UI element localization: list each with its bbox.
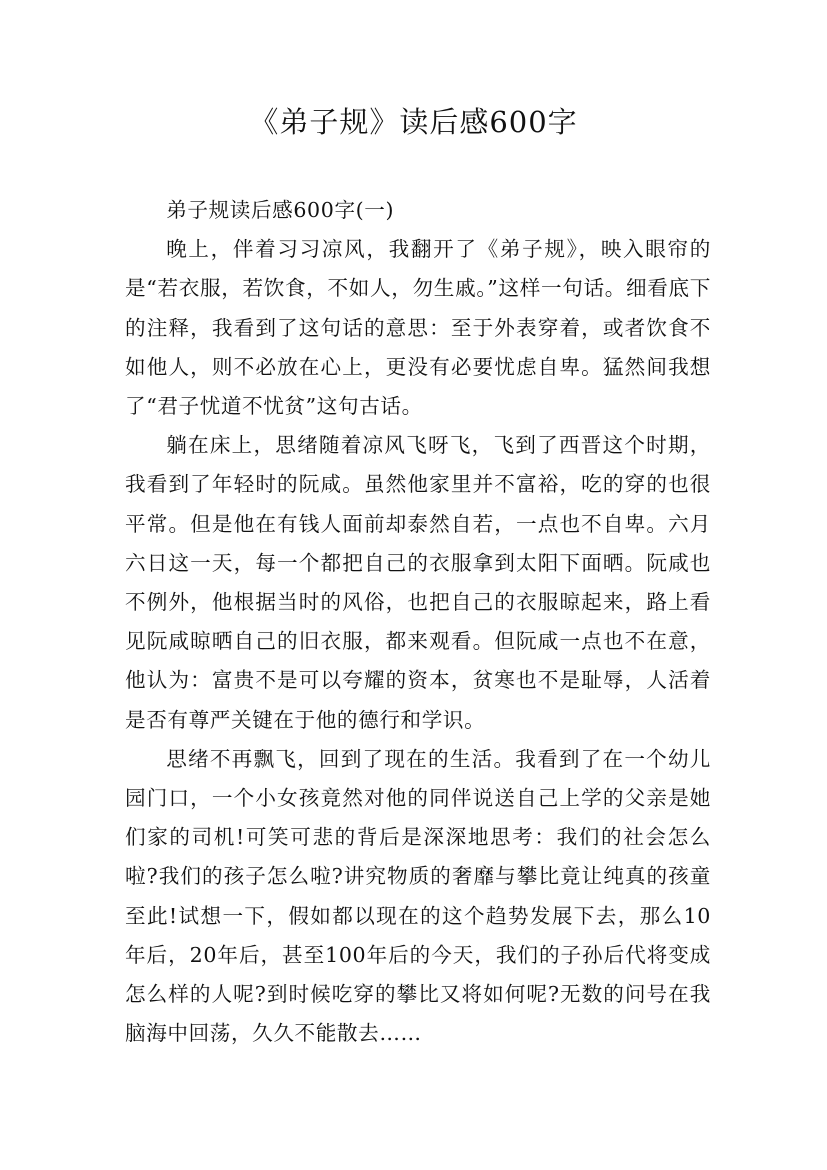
document-body (125, 191, 711, 1053)
paragraph-3: 思绪不再飘飞，回到了现在的生活。我看到了在一个幼儿园门口，一个小女孩竟然对他的同伴说送自己上学的父亲是她们家的司机!可笑可悲的背后是深深地思考：我们的社会怎么啦?我们的孩子怎么啦?讲究物质的奢靡与攀比竟让纯真的孩童至此!试想一下，假如都以现在的这个趋势发展下去，那么10年后，20年后，甚至100年后的今天，我们的子孙后代将变成怎么样的人呢?到时候吃穿的攀比又将如何呢?无数的问号在我脑海中回荡，久久不能散去…… (125, 746, 711, 1046)
paragraph-2: 躺在床上，思绪随着凉风飞呀飞，飞到了西晋这个时期，我看到了年轻时的阮咸。虽然他家里并不富裕，吃的穿的也很平常。但是他在有钱人面前却泰然自若，一点也不自卑。六月六日这一天，每一个都把自己的衣服拿到太阳下面晒。阮咸也不例外，他根据当时的风俗，也把自己的衣服晾起来，路上看见阮咸晾晒自己的旧衣服，都来观看。但阮咸一点也不在意，他认为：富贵不是可以夸耀的资本，贫寒也不是耻辱，人活着是否有尊严关键在于他的德行和学识。 (125, 433, 711, 732)
paragraph-1: 晚上，伴着习习凉风，我翻开了《弟子规》，映入眼帘的是“若衣服，若饮食，不如人，勿生戚。”这样一句话。细看底下的注释，我看到了这句话的意思：至于外表穿着，或者饮食不如他人，则不必放在心上，更没有必要忧虑自卑。猛然间我想了“君子忧道不忧贫”这句古话。 (125, 237, 711, 419)
document-title: 《弟子规》读后感600字 (249, 105, 578, 139)
section-subtitle: 弟子规读后感600字(一) (166, 198, 395, 222)
